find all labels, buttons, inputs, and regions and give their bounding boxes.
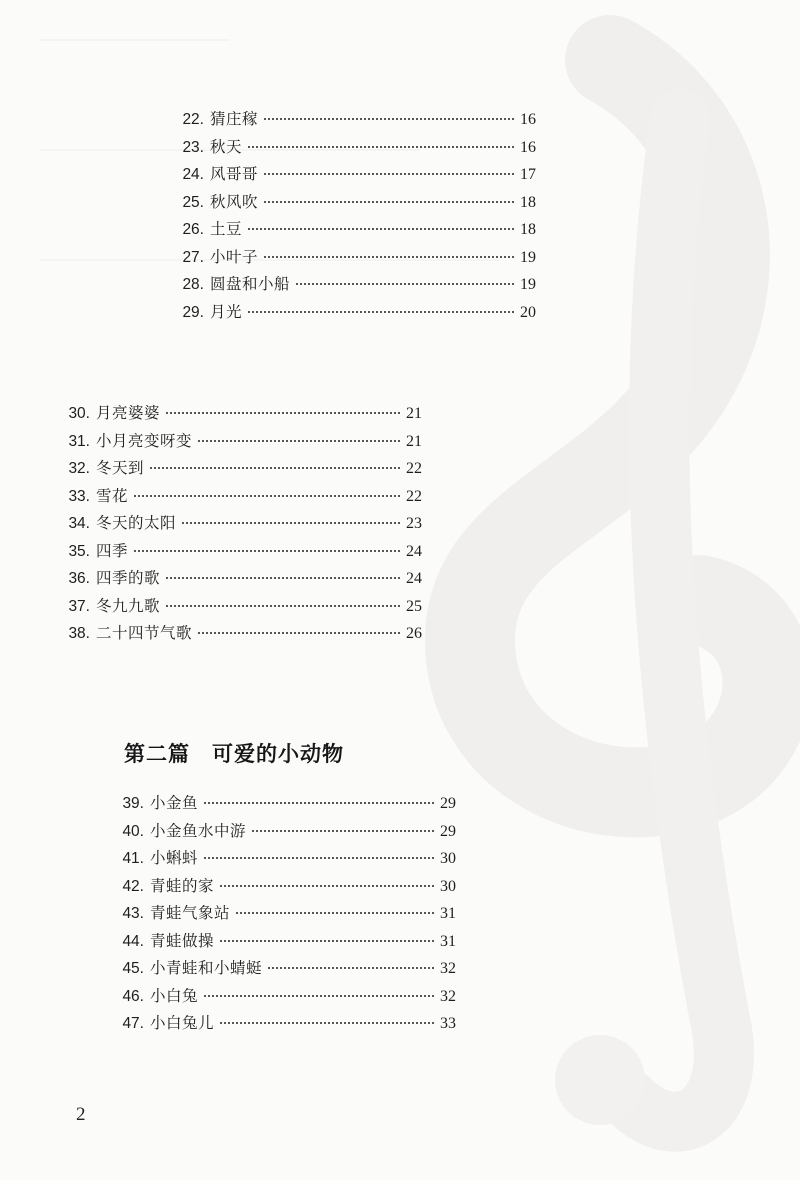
toc-entry[interactable] xyxy=(52,620,432,648)
toc-entry[interactable] xyxy=(166,244,546,272)
dot-leader xyxy=(182,521,400,524)
dot-leader xyxy=(248,145,514,148)
toc-entry[interactable] xyxy=(106,818,466,846)
toc-entry-number: 35. xyxy=(68,542,90,560)
toc-entry[interactable] xyxy=(52,593,432,621)
toc-entry-number: 38. xyxy=(68,625,90,642)
toc-entry-page: 26 xyxy=(406,625,422,642)
toc-entry-number: 47. xyxy=(122,1015,144,1032)
toc-entry-number: 31. xyxy=(68,432,90,450)
toc-entry-title: 月光 xyxy=(210,302,243,321)
toc-entry-title: 秋风吹 xyxy=(210,192,259,211)
toc-entry-number: 40. xyxy=(122,822,144,840)
toc-list-animals xyxy=(106,790,466,1038)
toc-entry-title: 青蛙气象站 xyxy=(150,904,231,922)
toc-entry[interactable] xyxy=(166,216,546,244)
dot-leader xyxy=(198,439,400,442)
toc-entry[interactable] xyxy=(106,1010,466,1038)
toc-entry[interactable] xyxy=(166,271,546,299)
dot-leader xyxy=(204,801,434,804)
dot-leader xyxy=(204,856,434,859)
toc-entry-title: 小蝌蚪 xyxy=(150,849,199,867)
toc-entry-page: 24 xyxy=(406,570,422,587)
dot-leader xyxy=(166,576,400,579)
toc-entry-number: 24. xyxy=(182,166,204,183)
toc-entry-title: 冬九九歌 xyxy=(96,596,161,615)
toc-entry-title: 小白兔儿 xyxy=(150,1014,215,1032)
toc-entry[interactable] xyxy=(106,845,466,873)
dot-leader xyxy=(264,255,514,258)
toc-entry-page: 18 xyxy=(520,221,536,238)
dot-leader xyxy=(236,911,434,914)
toc-entry-title: 冬天到 xyxy=(96,459,145,477)
toc-entry-page: 31 xyxy=(440,932,456,950)
toc-entry-number: 41. xyxy=(122,850,144,867)
toc-entry-number: 29. xyxy=(182,303,204,321)
toc-entry[interactable] xyxy=(106,928,466,956)
dot-leader xyxy=(198,631,400,634)
toc-entry-page: 33 xyxy=(440,1015,456,1032)
toc-entry-page: 22 xyxy=(406,460,422,477)
toc-entry-title: 冬天的太阳 xyxy=(96,514,177,532)
toc-entry-page: 16 xyxy=(520,111,536,128)
toc-entry-title: 小金鱼 xyxy=(150,794,199,812)
toc-entry-page: 29 xyxy=(440,795,456,812)
toc-entry-number: 23. xyxy=(182,138,204,156)
toc-entry-number: 30. xyxy=(68,405,90,422)
toc-entry-number: 39. xyxy=(122,795,144,812)
toc-entry-page: 24 xyxy=(406,542,422,560)
toc-entry[interactable] xyxy=(52,400,432,428)
toc-entry-number: 34. xyxy=(68,515,90,532)
toc-list-autumn xyxy=(166,106,546,326)
dot-leader xyxy=(268,966,434,969)
toc-entry[interactable] xyxy=(52,510,432,538)
dot-leader xyxy=(252,829,434,832)
toc-entry-title: 小青蛙和小蜻蜓 xyxy=(150,959,263,977)
toc-entry-number: 33. xyxy=(68,487,90,505)
toc-entry-page: 22 xyxy=(406,487,422,505)
toc-entry[interactable] xyxy=(166,189,546,217)
toc-entry[interactable] xyxy=(106,983,466,1011)
toc-entry-page: 20 xyxy=(520,303,536,321)
toc-entry-page: 32 xyxy=(440,987,456,1005)
dot-leader xyxy=(248,227,514,230)
toc-entry-number: 44. xyxy=(122,932,144,950)
toc-entry[interactable] xyxy=(106,873,466,901)
toc-entry-title: 月亮婆婆 xyxy=(96,404,161,422)
toc-entry[interactable] xyxy=(52,538,432,566)
toc-entry[interactable] xyxy=(52,565,432,593)
page-number: 2 xyxy=(76,1104,86,1125)
toc-entry-title: 小月亮变呀变 xyxy=(96,431,193,450)
toc-entry[interactable] xyxy=(106,955,466,983)
toc-entry-title: 风哥哥 xyxy=(210,165,259,183)
dot-leader xyxy=(204,994,434,997)
toc-entry-number: 37. xyxy=(68,597,90,615)
section-part-label: 第二篇 xyxy=(124,741,190,766)
toc-entry-page: 31 xyxy=(440,905,456,922)
toc-entry-page: 32 xyxy=(440,960,456,977)
toc-entry-page: 16 xyxy=(520,138,536,156)
toc-entry[interactable] xyxy=(166,134,546,162)
dot-leader xyxy=(220,884,434,887)
toc-entry-title: 二十四节气歌 xyxy=(96,624,193,642)
toc-entry-number: 25. xyxy=(182,193,204,211)
toc-entry-number: 32. xyxy=(68,460,90,477)
toc-entry-title: 小金鱼水中游 xyxy=(150,821,247,840)
toc-entry-page: 19 xyxy=(520,276,536,293)
toc-entry-page: 23 xyxy=(406,515,422,532)
dot-leader xyxy=(134,549,400,552)
toc-entry-number: 27. xyxy=(182,248,204,266)
toc-entry-number: 45. xyxy=(122,960,144,977)
toc-entry-number: 22. xyxy=(182,111,204,128)
dot-leader xyxy=(166,411,400,414)
toc-entry-page: 18 xyxy=(520,193,536,211)
toc-entry-number: 42. xyxy=(122,877,144,895)
toc-entry-page: 21 xyxy=(406,432,422,450)
toc-entry-page: 21 xyxy=(406,405,422,422)
dot-leader xyxy=(264,200,514,203)
dot-leader xyxy=(134,494,400,497)
toc-entry-title: 四季的歌 xyxy=(96,569,161,587)
toc-entry[interactable] xyxy=(52,455,432,483)
toc-entry[interactable] xyxy=(166,161,546,189)
toc-entry-title: 圆盘和小船 xyxy=(210,275,291,293)
toc-entry[interactable] xyxy=(52,483,432,511)
dot-leader xyxy=(220,939,434,942)
toc-entry-number: 46. xyxy=(122,987,144,1005)
toc-entry[interactable] xyxy=(166,106,546,134)
toc-entry-page: 25 xyxy=(406,597,422,615)
toc-entry-page: 29 xyxy=(440,822,456,840)
toc-entry-title: 猜庄稼 xyxy=(210,110,259,128)
toc-entry-number: 43. xyxy=(122,905,144,922)
toc-entry-title: 秋天 xyxy=(210,137,243,156)
toc-list-winter xyxy=(52,400,432,648)
toc-entry-title: 四季 xyxy=(96,541,129,560)
toc-entry[interactable] xyxy=(106,900,466,928)
dot-leader xyxy=(150,466,400,469)
dot-leader xyxy=(296,282,514,285)
section-title: 可爱的小动物 xyxy=(212,741,344,766)
toc-entry-page: 30 xyxy=(440,877,456,895)
toc-entry-title: 小白兔 xyxy=(150,986,199,1005)
toc-entry-page: 19 xyxy=(520,248,536,266)
dot-leader xyxy=(220,1021,434,1024)
toc-entry-number: 36. xyxy=(68,570,90,587)
section-heading xyxy=(124,738,344,768)
toc-entry[interactable] xyxy=(52,428,432,456)
toc-entry-page: 30 xyxy=(440,850,456,867)
toc-entry[interactable] xyxy=(106,790,466,818)
toc-entry[interactable] xyxy=(166,299,546,327)
dot-leader xyxy=(166,604,400,607)
toc-entry-title: 青蛙做操 xyxy=(150,931,215,950)
dot-leader xyxy=(264,172,514,175)
toc-entry-title: 小叶子 xyxy=(210,247,259,266)
toc-entry-page: 17 xyxy=(520,166,536,183)
toc-entry-number: 28. xyxy=(182,276,204,293)
toc-entry-title: 青蛙的家 xyxy=(150,876,215,895)
dot-leader xyxy=(248,310,514,313)
toc-entry-title: 雪花 xyxy=(96,486,129,505)
toc-entry-title: 土豆 xyxy=(210,220,243,238)
dot-leader xyxy=(264,117,514,120)
toc-entry-number: 26. xyxy=(182,221,204,238)
